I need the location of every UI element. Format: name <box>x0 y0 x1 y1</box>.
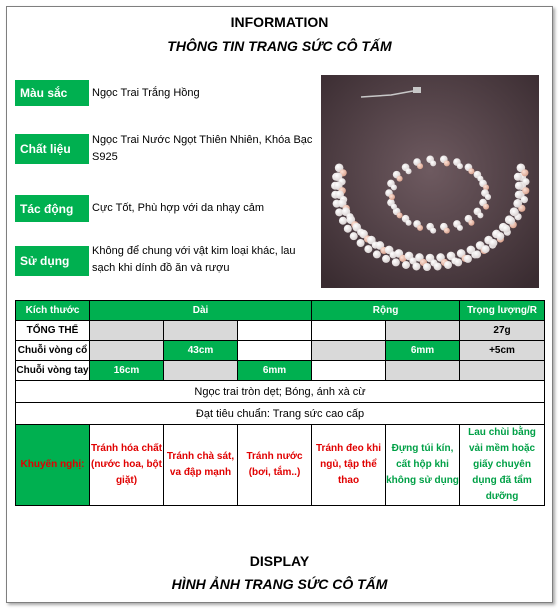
value-usage: Không để chung với vật kim loại khác, lau sạch khi dính đồ ăn và rượu <box>92 245 296 274</box>
pearl-description: Ngọc trai tròn dẹt; Bóng, ánh xà cừ <box>16 381 545 403</box>
page-title: INFORMATION <box>230 14 329 30</box>
advice-row <box>16 425 545 506</box>
row-label-overall: TỔNG THỂ <box>16 321 90 341</box>
pearl-jewelry-image <box>321 75 539 288</box>
label-color: Màu sắc <box>15 80 89 106</box>
header-weight: Trọng lượng/R <box>460 301 545 321</box>
spec-table <box>15 300 545 506</box>
value-color: Ngọc Trai Trắng Hồng <box>92 87 200 99</box>
header-size: Kích thước <box>16 301 90 321</box>
value-material: Ngọc Trai Nước Ngọt Thiên Nhiên, Khóa Bạc S925 <box>92 134 313 163</box>
header-width: Rộng <box>312 301 460 321</box>
quality-standard: Đạt tiêu chuẩn: Trang sức cao cấp <box>16 403 545 425</box>
value-effect: Cực Tốt, Phù hợp với da nhạy cảm <box>92 202 264 214</box>
table-row <box>16 361 545 381</box>
advice-sleep: Tránh đeo khi ngủ, tập thể thao <box>312 425 386 506</box>
advice-label: Khuyến nghị: <box>16 425 90 506</box>
page-subtitle: THÔNG TIN TRANG SỨC CÔ TẤM <box>167 38 392 54</box>
table-row <box>16 321 545 341</box>
table-row <box>16 381 545 403</box>
display-subtitle: HÌNH ẢNH TRANG SỨC CÔ TẤM <box>171 576 388 592</box>
necklace-length: 43cm <box>164 341 238 361</box>
advice-impact: Tránh chà sát, va đập mạnh <box>164 425 238 506</box>
header-length: Dài <box>90 301 312 321</box>
label-material: Chất liệu <box>15 134 89 164</box>
necklace-extension: +5cm <box>460 341 545 361</box>
table-row <box>16 341 545 361</box>
table-row <box>16 403 545 425</box>
label-effect: Tác động <box>15 195 89 222</box>
necklace-width: 6mm <box>386 341 460 361</box>
bracelet-length: 16cm <box>90 361 164 381</box>
bracelet-width: 6mm <box>238 361 312 381</box>
advice-storage: Đựng túi kín, cất hộp khi không sử dụng <box>386 425 460 506</box>
advice-water: Tránh nước (bơi, tắm..) <box>238 425 312 506</box>
row-label-necklace: Chuỗi vòng cổ <box>16 341 90 361</box>
advice-cleaning: Lau chùi bằng vải mềm hoặc giấy chuyên dụng đã tẩm dưỡng <box>460 425 545 506</box>
product-photo <box>321 75 539 288</box>
display-title: DISPLAY <box>249 553 310 569</box>
label-usage: Sử dụng <box>15 246 89 276</box>
overall-weight: 27g <box>460 321 545 341</box>
advice-chemicals: Tránh hóa chất (nước hoa, bột giặt) <box>90 425 164 506</box>
table-header-row <box>16 301 545 321</box>
row-label-bracelet: Chuỗi vòng tay <box>16 361 90 381</box>
